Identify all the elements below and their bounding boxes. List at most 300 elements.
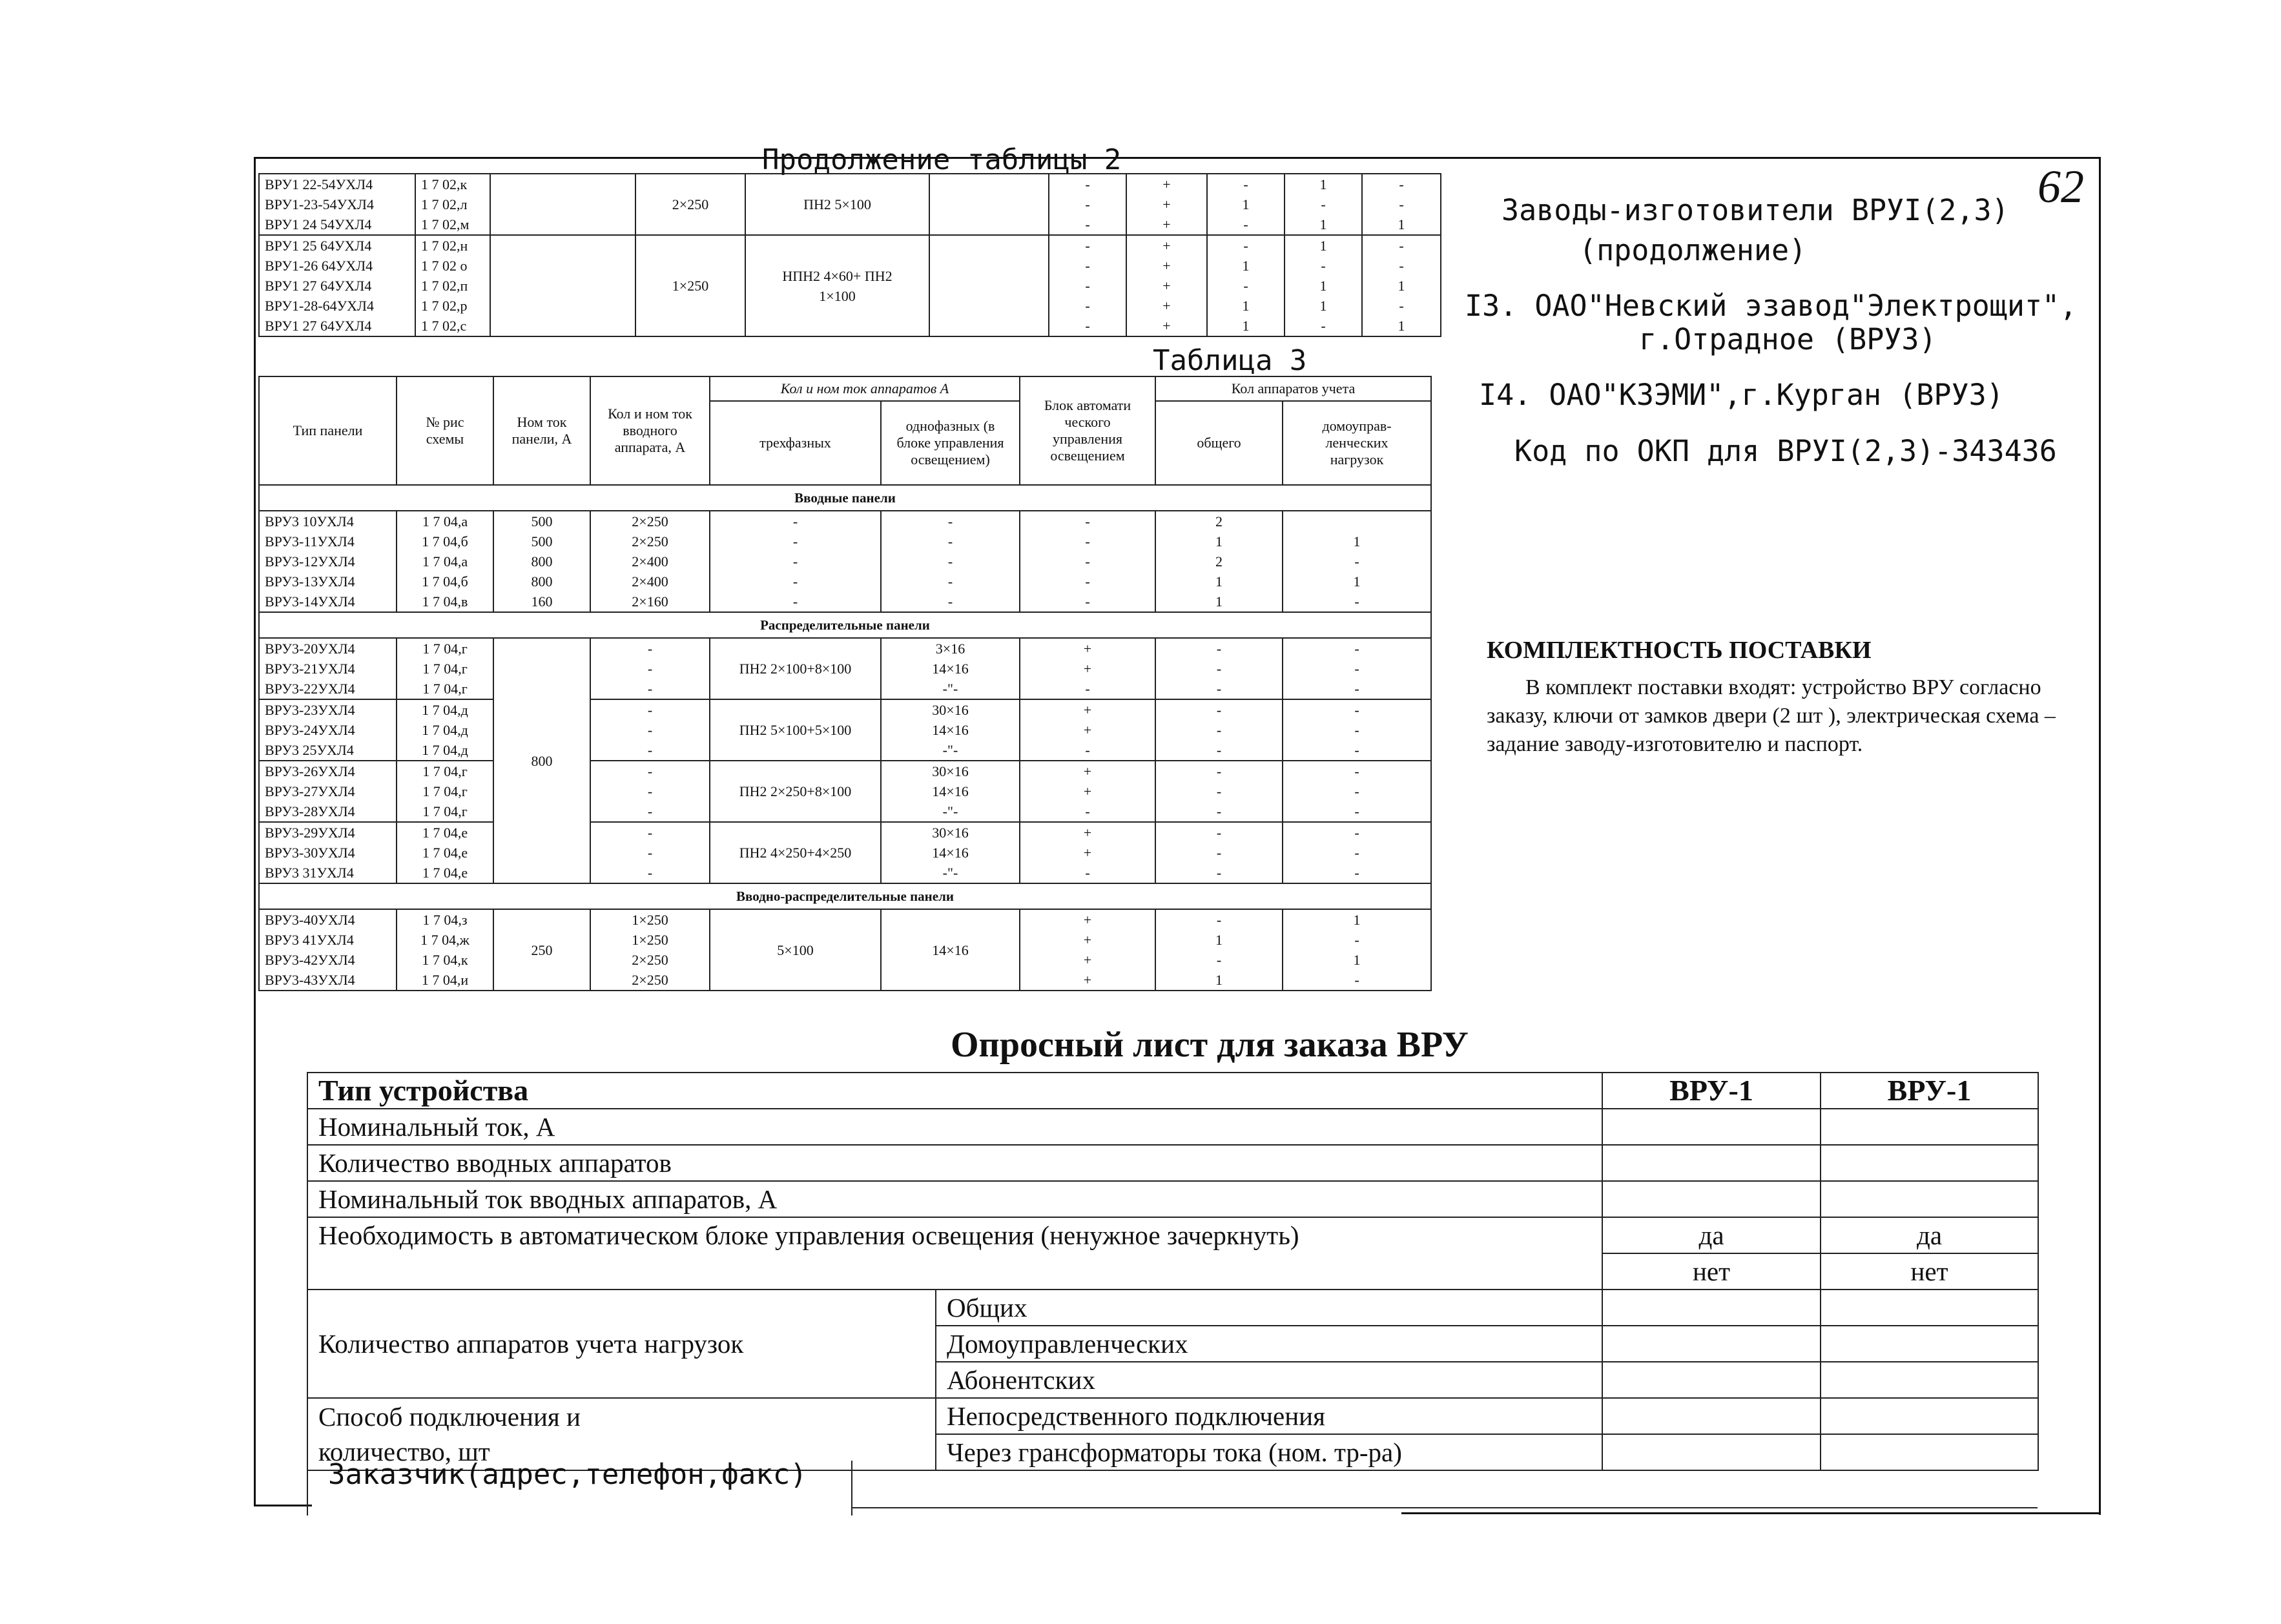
- table3-inputs: [590, 699, 710, 761]
- table-cell: 2×250: [632, 972, 668, 988]
- table2-col4: [1285, 235, 1362, 336]
- table-cell: -: [1085, 593, 1090, 610]
- table-cell: ВРУ1 27 64УХЛ4: [265, 318, 372, 334]
- table-cell: -: [1085, 681, 1090, 697]
- table-cell: ВРУ1 25 64УХЛ4: [265, 238, 372, 254]
- table-cell: 1: [1398, 318, 1405, 334]
- table2-col5: [1362, 174, 1441, 235]
- q-input-b[interactable]: [1821, 1398, 2038, 1434]
- table2-empty: [929, 174, 1049, 235]
- table-cell: -: [1354, 783, 1359, 799]
- table-cell: -: [1216, 783, 1222, 799]
- table-cell: +: [1083, 661, 1092, 677]
- q-input-a[interactable]: [1602, 1145, 1821, 1181]
- table2-inputs: 2×250: [635, 174, 745, 235]
- table-cell: 1 7 02,к: [421, 176, 468, 192]
- table-cell: 1 7 04,д: [422, 722, 468, 738]
- table-cell: 1 7 04,е: [422, 825, 468, 841]
- q-row: [307, 1181, 2038, 1217]
- table3-dist-current: 800: [493, 638, 590, 883]
- table3-single: [881, 822, 1020, 883]
- table3-header-house: домоуправ-ленческих нагрузок: [1283, 401, 1431, 485]
- table2-col1: [1049, 174, 1126, 235]
- table-cell: -: [1354, 865, 1359, 881]
- q-input-a[interactable]: [1602, 1290, 1821, 1326]
- table3-single: [881, 638, 1020, 699]
- table3-three: ПН2 2×100+8×100: [710, 638, 881, 699]
- manufacturer-13: [1465, 289, 2077, 356]
- table-cell: 800: [531, 553, 553, 570]
- table-cell: -: [1354, 702, 1359, 718]
- table-cell: -: [1085, 865, 1090, 881]
- table-cell: -: [1085, 298, 1090, 314]
- table-cell: ВРУ3-28УХЛ4: [265, 803, 355, 819]
- table3-header-type: Тип панели: [259, 376, 397, 485]
- table-cell: -: [1399, 238, 1404, 254]
- table-cell: -: [792, 573, 798, 590]
- table-cell: -"-: [942, 865, 958, 881]
- manufacturer-13-line1: I3. ОАО"Невский эзавод"Электрощит",: [1465, 289, 2078, 323]
- table-cell: 1: [1353, 952, 1361, 968]
- table3-general: [1155, 511, 1283, 612]
- table-cell: 2: [1215, 513, 1223, 529]
- table-cell: -: [1216, 845, 1222, 861]
- table3-single: [881, 699, 1020, 761]
- q-sublabel: Домоуправленческих: [936, 1326, 1602, 1362]
- table-cell: -: [647, 742, 653, 758]
- table3-schemes: [397, 638, 493, 699]
- table3-header-current: Ном ток панели, А: [493, 376, 590, 485]
- q-row: [307, 1217, 2038, 1253]
- table-cell: -: [647, 702, 653, 718]
- q-yes-b[interactable]: да: [1821, 1217, 2038, 1253]
- q-row: [307, 1398, 2038, 1434]
- table-cell: -: [1354, 661, 1359, 677]
- table-cell: -: [947, 553, 953, 570]
- table-cell: 1 7 04,г: [422, 681, 468, 697]
- table-cell: 1: [1215, 573, 1223, 590]
- table-cell: -: [1085, 513, 1090, 529]
- q-row: [307, 1073, 2038, 1109]
- q-input-a[interactable]: [1602, 1326, 1821, 1362]
- table-cell: -: [1321, 318, 1326, 334]
- q-input-b[interactable]: [1821, 1326, 2038, 1362]
- table-cell: 1: [1319, 216, 1327, 232]
- table2-devices: НПН2 4×60+ ПН2 1×100: [745, 235, 929, 336]
- manufacturers-title-line1: Заводы-изготовители ВРУI(2,3): [1502, 193, 2009, 227]
- frame-bottom-line-right: [1401, 1512, 2099, 1514]
- table-cell: 30×16: [932, 702, 969, 718]
- q-label: Номинальный ток, А: [307, 1109, 1602, 1145]
- table-cell: -: [1321, 196, 1326, 212]
- table-cell: 500: [531, 533, 553, 550]
- q-header-device: Тип устройства: [307, 1073, 1602, 1109]
- table-cell: 1 7 04,б: [422, 573, 468, 590]
- table-cell: 1: [1215, 533, 1223, 550]
- table3-block: [1020, 699, 1155, 761]
- table3-house: [1283, 822, 1431, 883]
- table-cell: +: [1162, 278, 1171, 294]
- table-cell: 14×16: [932, 845, 969, 861]
- table-cell: -: [1085, 573, 1090, 590]
- table3-dist-group-2: [259, 699, 1431, 761]
- table3-inputs: [590, 761, 710, 822]
- table-cell: 1×250: [632, 932, 668, 948]
- table-cell: -: [947, 513, 953, 529]
- table-cell: 1 7 04,з: [422, 912, 468, 928]
- table2-empty: [929, 235, 1049, 336]
- table3-header-scheme: № рис схемы: [397, 376, 493, 485]
- table3-three: ПН2 5×100+5×100: [710, 699, 881, 761]
- table-cell: 500: [531, 513, 553, 529]
- table-cell: +: [1083, 825, 1092, 841]
- table3-schemes: [397, 699, 493, 761]
- table-cell: ВРУ3-21УХЛ4: [265, 661, 355, 677]
- table-cell: -: [1085, 742, 1090, 758]
- table-cell: 1: [1319, 278, 1327, 294]
- table-cell: +: [1083, 845, 1092, 861]
- table-cell: -: [1321, 258, 1326, 274]
- table-cell: 1: [1353, 573, 1361, 590]
- q-label-connection-line2: количество, шт: [318, 1437, 490, 1466]
- table-cell: 1 7 04,г: [422, 783, 468, 799]
- table-cell: 1: [1242, 318, 1250, 334]
- table-cell: 1 7 04,и: [421, 972, 469, 988]
- table-cell: +: [1162, 318, 1171, 334]
- manufacturer-14: I4. ОАО"КЗЭМИ",г.Курган (ВРУ3): [1479, 378, 2004, 412]
- frame-left-line: [254, 157, 256, 1506]
- table3-types: [259, 822, 397, 883]
- table-cell: +: [1162, 238, 1171, 254]
- table-cell: 1 7 04,к: [422, 952, 468, 968]
- table-cell: 1 7 02 о: [421, 258, 468, 274]
- table-cell: -: [1354, 553, 1359, 570]
- table2-col2: [1126, 235, 1207, 336]
- table3-header-three: трехфазных: [710, 401, 881, 485]
- table-cell: 1 7 04,а: [422, 553, 468, 570]
- table-cell: 1 7 04,г: [422, 803, 468, 819]
- table-cell: -: [1243, 238, 1248, 254]
- table-cell: 1 7 02,с: [421, 318, 467, 334]
- table-cell: +: [1083, 722, 1092, 738]
- q-row: [307, 1109, 2038, 1145]
- table-cell: -: [1399, 298, 1404, 314]
- table-cell: ВРУ3-20УХЛ4: [265, 641, 355, 657]
- table2-empty: [490, 174, 635, 235]
- table-cell: 1 7 04,г: [422, 661, 468, 677]
- table3-types: [259, 761, 397, 822]
- table-cell: ВРУ3-42УХЛ4: [265, 952, 355, 968]
- table3-dist-group-3: [259, 761, 1431, 822]
- customer-input-line[interactable]: [852, 1461, 2038, 1508]
- table-cell: ВРУ1-23-54УХЛ4: [265, 196, 374, 212]
- table3: [258, 376, 1432, 991]
- q-label: Номинальный ток вводных аппаратов, А: [307, 1181, 1602, 1217]
- table2-empty: [490, 235, 635, 336]
- questionnaire-title: Опросный лист для заказа ВРУ: [951, 1025, 1469, 1065]
- q-header-col-a: ВРУ-1: [1602, 1073, 1821, 1109]
- table-cell: 2×400: [632, 573, 668, 590]
- table-cell: -: [1216, 763, 1222, 779]
- table-cell: -: [1354, 845, 1359, 861]
- customer-left-border: [307, 1461, 308, 1516]
- table-cell: -: [1216, 803, 1222, 819]
- questionnaire-table: [307, 1072, 2039, 1471]
- q-no-a[interactable]: нет: [1602, 1253, 1821, 1290]
- table-cell: -: [1085, 278, 1090, 294]
- table-cell: -: [1216, 952, 1222, 968]
- table-cell: +: [1162, 298, 1171, 314]
- table3-block: [1020, 909, 1155, 991]
- table2-col5: [1362, 235, 1441, 336]
- table-cell: -: [1216, 702, 1222, 718]
- table-cell: 1 7 04,в: [422, 593, 468, 610]
- table3-header-devices: Кол и ном ток аппаратов А: [710, 376, 1020, 401]
- q-label: Количество аппаратов учета нагрузок: [307, 1290, 936, 1398]
- table-cell: 1: [1319, 238, 1327, 254]
- table3-inputdist-rows: [259, 909, 1431, 991]
- table2-group-2: [259, 235, 1441, 336]
- table-cell: -: [647, 681, 653, 697]
- table3-house: [1283, 638, 1431, 699]
- table-cell: 1: [1353, 912, 1361, 928]
- table-cell: -: [1399, 176, 1404, 192]
- table-cell: 1 7 04,е: [422, 865, 468, 881]
- table3-house: [1283, 511, 1431, 612]
- table-cell: 30×16: [932, 825, 969, 841]
- frame-bottom-line: [254, 1505, 312, 1506]
- table-cell: ВРУ3-22УХЛ4: [265, 681, 355, 697]
- q-sublabel: Абонентских: [936, 1362, 1602, 1398]
- table-cell: 1: [1242, 258, 1250, 274]
- table2-schemes: [415, 235, 490, 336]
- table2-col1: [1049, 235, 1126, 336]
- table-cell: ВРУ1 27 64УХЛ4: [265, 278, 372, 294]
- table-cell: ВРУ3-29УХЛ4: [265, 825, 355, 841]
- table3-header-general: общего: [1155, 401, 1283, 485]
- table3-inputs: [590, 638, 710, 699]
- table-cell: 1: [1215, 932, 1223, 948]
- q-input-a[interactable]: [1602, 1181, 1821, 1217]
- q-header-col-b: ВРУ-1: [1821, 1073, 2038, 1109]
- q-no-b[interactable]: нет: [1821, 1253, 2038, 1290]
- table-cell: +: [1083, 912, 1092, 928]
- table-cell: 30×16: [932, 763, 969, 779]
- q-input-a[interactable]: [1602, 1109, 1821, 1145]
- table-cell: -: [1243, 176, 1248, 192]
- table-cell: -: [1354, 763, 1359, 779]
- table-cell: 1: [1353, 533, 1361, 550]
- table2-col4: [1285, 174, 1362, 235]
- q-row: [307, 1145, 2038, 1181]
- table-cell: -: [1216, 661, 1222, 677]
- table-cell: -: [1243, 216, 1248, 232]
- table-cell: -: [647, 845, 653, 861]
- table-cell: +: [1162, 176, 1171, 192]
- table-cell: -: [792, 513, 798, 529]
- table-cell: -: [1085, 176, 1090, 192]
- delivery-title: КОМПЛЕКТНОСТЬ ПОСТАВКИ: [1487, 637, 1872, 664]
- table-cell: +: [1083, 702, 1092, 718]
- table3-schemes: [397, 511, 493, 612]
- table-cell: -: [1085, 216, 1090, 232]
- table-cell: 1×250: [632, 912, 668, 928]
- table3-house: [1283, 699, 1431, 761]
- table-cell: ВРУ1 24 54УХЛ4: [265, 216, 372, 232]
- table-cell: ВРУ3-30УХЛ4: [265, 845, 355, 861]
- table3-dist-group-1: [259, 638, 1431, 699]
- table-cell: 2×250: [632, 513, 668, 529]
- table-cell: -: [1354, 681, 1359, 697]
- table-cell: -: [1354, 722, 1359, 738]
- table-cell: 1: [1215, 972, 1223, 988]
- table3-inputdist-current: 250: [493, 909, 590, 991]
- table-cell: 800: [531, 573, 553, 590]
- table-cell: -: [1085, 318, 1090, 334]
- table-cell: -: [1216, 681, 1222, 697]
- table-cell: 1 7 04,г: [422, 763, 468, 779]
- table-cell: 1: [1319, 176, 1327, 192]
- table-cell: 1 7 04,д: [422, 742, 468, 758]
- table3-three: ПН2 4×250+4×250: [710, 822, 881, 883]
- table-cell: 1: [1398, 278, 1405, 294]
- customer-label: Заказчик(адрес,телефон,факс): [328, 1458, 807, 1491]
- table-cell: -: [1354, 593, 1359, 610]
- table3-single: 14×16: [881, 909, 1020, 991]
- table-cell: 160: [531, 593, 553, 610]
- table-cell: -"-: [942, 681, 958, 697]
- table-cell: 1 7 04,ж: [420, 932, 470, 948]
- table-cell: -: [1243, 278, 1248, 294]
- q-input-b[interactable]: [1821, 1181, 2038, 1217]
- table-cell: +: [1162, 196, 1171, 212]
- table-cell: -: [647, 803, 653, 819]
- table-cell: ВРУ3-14УХЛ4: [265, 593, 355, 610]
- table-cell: 1: [1398, 216, 1405, 232]
- table3-header-inputs: Кол и ном ток вводного аппарата, А: [590, 376, 710, 485]
- table-cell: ВРУ3-27УХЛ4: [265, 783, 355, 799]
- table3-block: [1020, 822, 1155, 883]
- table-cell: -: [1085, 258, 1090, 274]
- q-input-a[interactable]: [1602, 1398, 1821, 1434]
- table-cell: 14×16: [932, 661, 969, 677]
- table3-section-row: [259, 883, 1431, 909]
- table3-section-row: [259, 485, 1431, 511]
- table3-header-meters: Кол аппаратов учета: [1155, 376, 1431, 401]
- table-cell: -: [647, 825, 653, 841]
- frame-top-line: [254, 157, 2101, 159]
- table3-general: [1155, 909, 1283, 991]
- table-cell: -: [647, 763, 653, 779]
- table3-schemes: [397, 761, 493, 822]
- table-cell: -: [1399, 258, 1404, 274]
- table3-dist-group-4: [259, 822, 1431, 883]
- table-cell: 1 7 02,р: [421, 298, 468, 314]
- table-cell: -: [1216, 865, 1222, 881]
- table3-block: [1020, 761, 1155, 822]
- table-cell: -: [1216, 722, 1222, 738]
- table-cell: +: [1083, 972, 1092, 988]
- table3-types: [259, 638, 397, 699]
- table3-house: [1283, 909, 1431, 991]
- table-cell: -: [1216, 742, 1222, 758]
- q-input-b[interactable]: [1821, 1109, 2038, 1145]
- q-input-b[interactable]: [1821, 1290, 2038, 1326]
- q-input-b[interactable]: [1821, 1145, 2038, 1181]
- table-cell: -: [947, 533, 953, 550]
- table-cell: ВРУ3-43УХЛ4: [265, 972, 355, 988]
- table3-single: [881, 761, 1020, 822]
- table-cell: ВРУ3 31УХЛ4: [265, 865, 354, 881]
- table-cell: +: [1083, 641, 1092, 657]
- table2-col3: [1207, 235, 1285, 336]
- table-cell: -: [1354, 932, 1359, 948]
- okp-code: Код по ОКП для ВРУI(2,3)-343436: [1514, 434, 2057, 468]
- table2: [258, 173, 1441, 337]
- table-cell: +: [1162, 216, 1171, 232]
- q-yes-a[interactable]: да: [1602, 1217, 1821, 1253]
- table2-heading: Продолжение таблицы 2: [762, 143, 1122, 176]
- table2-inputs: 1×250: [635, 235, 745, 336]
- table-cell: ВРУ3 41УХЛ4: [265, 932, 354, 948]
- table-cell: -: [1216, 641, 1222, 657]
- q-sublabel: Через грансформаторы тока (ном. тр-ра): [936, 1434, 1602, 1470]
- table-cell: ВРУ3 25УХЛ4: [265, 742, 354, 758]
- table2-types: [259, 235, 415, 336]
- table-cell: -: [647, 641, 653, 657]
- table-cell: 2: [1215, 553, 1223, 570]
- table2-schemes: [415, 174, 490, 235]
- table3-inputs: [590, 909, 710, 991]
- page-number: 62: [2038, 161, 2084, 212]
- q-input-a[interactable]: [1602, 1362, 1821, 1398]
- table-cell: 1 7 02,н: [421, 238, 468, 254]
- delivery-text: В комплект поставки входят: устройство ВРУ согласно заказу, ключи от замков двери (2 шт ), электрическая схема – задание заводу-изготовителю и паспорт.: [1487, 675, 2056, 756]
- table2-group-1: [259, 174, 1441, 235]
- table3-header-row-1: [259, 376, 1431, 401]
- table-cell: 1 7 04,а: [422, 513, 468, 529]
- manufacturers-title-line2: (продолжение): [1579, 233, 1807, 267]
- table2-col2: [1126, 174, 1207, 235]
- table3-input-rows: [259, 511, 1431, 612]
- table-cell: -: [1085, 533, 1090, 550]
- table-cell: -: [1354, 825, 1359, 841]
- q-sublabel: Общих: [936, 1290, 1602, 1326]
- table3-section-dist: Распределительные панели: [259, 612, 1431, 638]
- table-cell: 2×250: [632, 533, 668, 550]
- table-cell: 2×160: [632, 593, 668, 610]
- table-cell: 1 7 04,е: [422, 845, 468, 861]
- table-cell: -: [1085, 803, 1090, 819]
- manufacturer-13-line2: г.Отрадное (ВРУ3): [1639, 322, 1937, 356]
- table2-types: [259, 174, 415, 235]
- table3-general: [1155, 699, 1283, 761]
- table-cell: 1 7 04,д: [422, 702, 468, 718]
- table-cell: -: [1216, 825, 1222, 841]
- table3-schemes: [397, 909, 493, 991]
- table3-inputs: [590, 822, 710, 883]
- table-cell: 14×16: [932, 783, 969, 799]
- table-cell: 3×16: [935, 641, 965, 657]
- table-cell: ВРУ3-40УХЛ4: [265, 912, 355, 928]
- table-cell: ВРУ1-26 64УХЛ4: [265, 258, 373, 274]
- table-cell: +: [1083, 932, 1092, 948]
- q-input-b[interactable]: [1821, 1362, 2038, 1398]
- table-cell: ВРУ1-28-64УХЛ4: [265, 298, 374, 314]
- table-cell: 1 7 04,б: [422, 533, 468, 550]
- table3-heading: Таблица 3: [1153, 344, 1307, 377]
- table-cell: ВРУ3-12УХЛ4: [265, 553, 355, 570]
